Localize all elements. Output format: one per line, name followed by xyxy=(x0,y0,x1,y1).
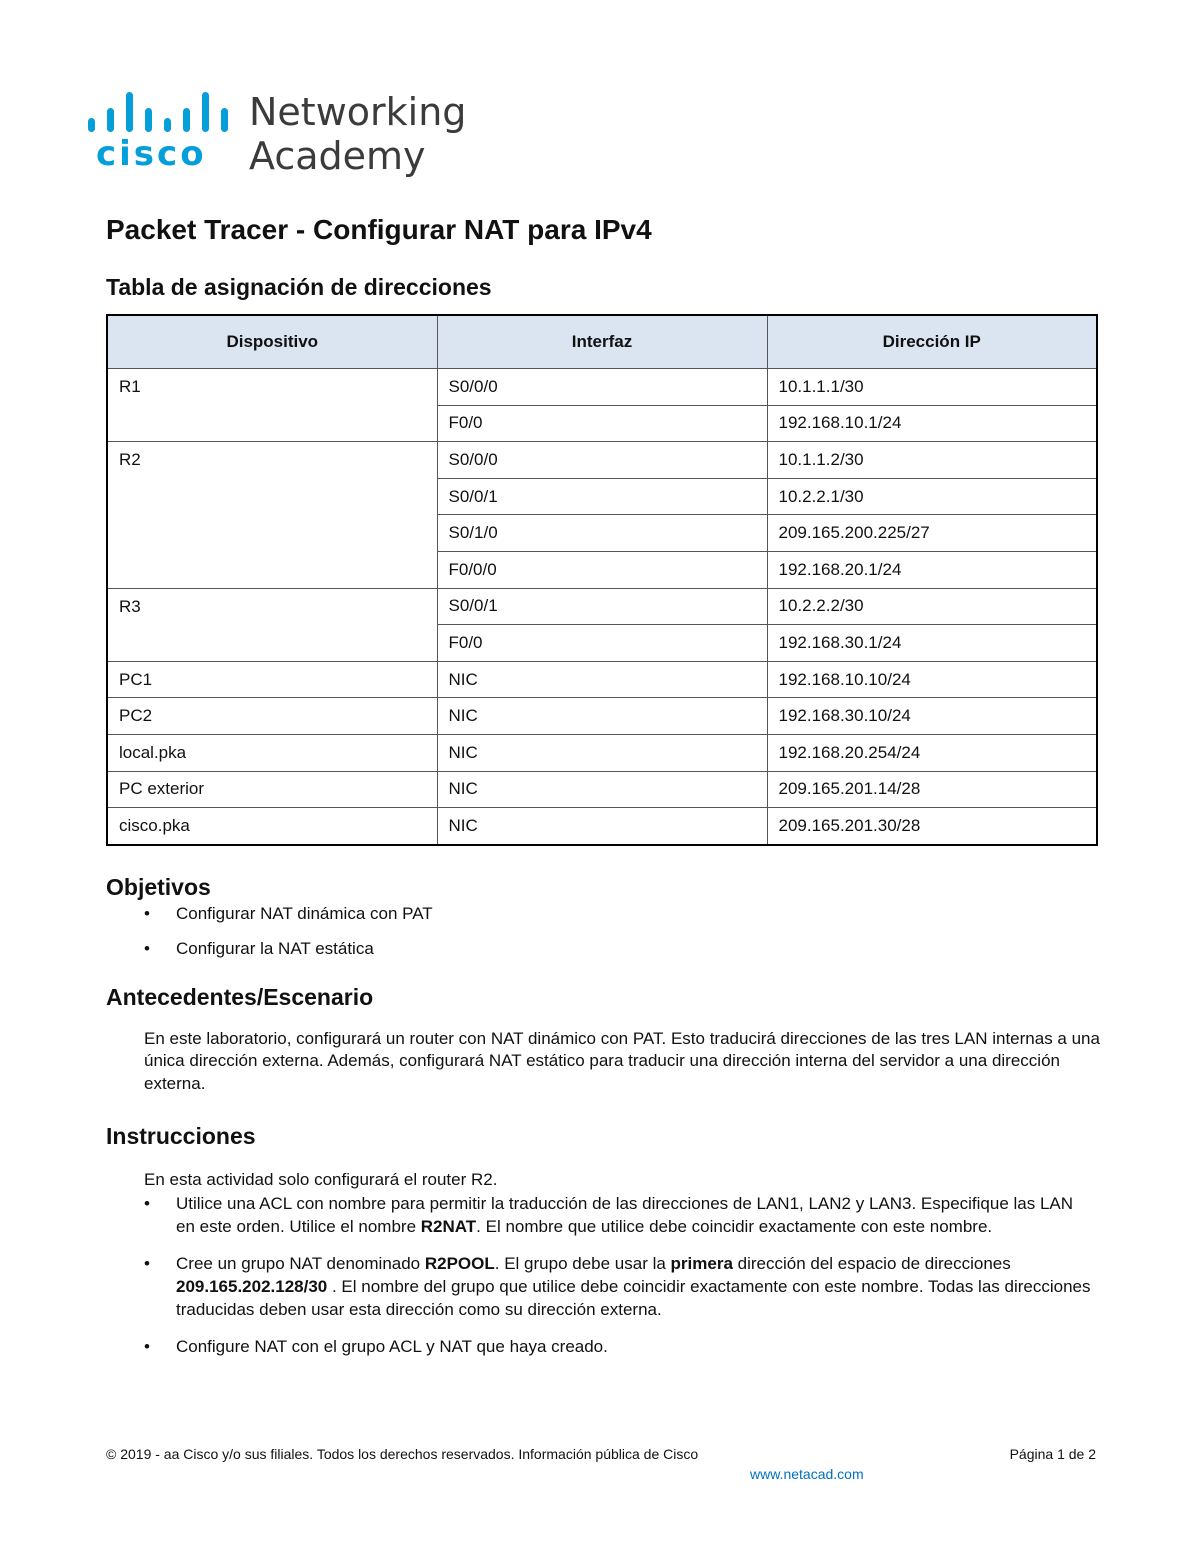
cell-device: cisco.pka xyxy=(107,808,437,845)
text-run: . El grupo debe usar la xyxy=(494,1253,671,1273)
cell-interface: NIC xyxy=(437,734,767,771)
cisco-networking-academy-logo xyxy=(84,90,484,180)
table-row xyxy=(107,442,1097,479)
cell-ip: 192.168.10.1/24 xyxy=(767,405,1097,442)
cell-ip: 10.2.2.1/30 xyxy=(767,478,1097,515)
table-row xyxy=(107,808,1097,845)
table-header-row xyxy=(107,315,1097,369)
emphasis-first: primera xyxy=(670,1253,733,1273)
table-row xyxy=(107,771,1097,808)
instructions-heading: Instrucciones xyxy=(106,1123,256,1150)
cell-interface: NIC xyxy=(437,661,767,698)
addressing-table-heading: Tabla de asignación de direcciones xyxy=(106,274,492,300)
cell-ip: 192.168.30.1/24 xyxy=(767,625,1097,662)
list-item xyxy=(106,1252,1096,1321)
table-row xyxy=(107,661,1097,698)
text-run: . El nombre del grupo que utilice debe coincidir exactamente con este nombre. Todas las direcciones traducidas deben usar esta dirección como su dirección externa. xyxy=(176,1276,1091,1319)
table-row xyxy=(107,588,1097,625)
cell-device: PC exterior xyxy=(107,771,437,808)
logo-academy: Academy xyxy=(249,134,426,178)
background-heading: Antecedentes/Escenario xyxy=(106,983,374,1010)
page-title: Packet Tracer - Configurar NAT para IPv4 xyxy=(106,214,652,245)
addressing-table xyxy=(106,314,1098,846)
cell-ip: 192.168.10.10/24 xyxy=(767,661,1097,698)
acl-name: R2NAT xyxy=(420,1216,477,1236)
cell-interface: NIC xyxy=(437,808,767,845)
cell-ip: 192.168.20.1/24 xyxy=(767,551,1097,588)
cell-ip: 192.168.30.10/24 xyxy=(767,698,1097,735)
text-run: dirección del espacio de direcciones xyxy=(732,1253,1011,1273)
header-interface: Interfaz xyxy=(437,315,767,369)
cell-device: R2 xyxy=(107,442,437,588)
cell-ip: 209.165.200.225/27 xyxy=(767,515,1097,552)
text-run: Cree un grupo NAT denominado xyxy=(176,1253,425,1273)
objectives-list xyxy=(106,902,1096,960)
cell-ip: 10.1.1.1/30 xyxy=(767,369,1097,406)
copyright-notice: © 2019 - aa Cisco y/o sus filiales. Todos los derechos reservados. Información pública de Cisco xyxy=(106,1446,699,1462)
cell-ip: 10.2.2.2/30 xyxy=(767,588,1097,625)
logo-networking: Networking xyxy=(249,90,467,134)
cell-device: local.pka xyxy=(107,734,437,771)
cell-ip: 209.165.201.30/28 xyxy=(767,808,1097,845)
cell-ip: 209.165.201.14/28 xyxy=(767,771,1097,808)
table-row xyxy=(107,698,1097,735)
table-row xyxy=(107,734,1097,771)
page-number: Página 1 de 2 xyxy=(1009,1446,1096,1462)
cisco-wordmark: cisco xyxy=(96,134,207,174)
cell-interface: S0/0/0 xyxy=(437,369,767,406)
objectives-heading: Objetivos xyxy=(106,873,211,900)
cell-ip: 192.168.20.254/24 xyxy=(767,734,1097,771)
cell-device: PC2 xyxy=(107,698,437,735)
text-run: . El nombre que utilice debe coincidir exactamente con este nombre. xyxy=(476,1216,993,1236)
cell-interface: S0/0/0 xyxy=(437,442,767,479)
list-item: • Configurar NAT dinámica con PAT xyxy=(106,902,1096,925)
cell-device: PC1 xyxy=(107,661,437,698)
list-item xyxy=(106,1192,1096,1238)
cell-interface: F0/0/0 xyxy=(437,551,767,588)
text-run: Utilice una ACL con nombre para permitir la traducción de las direcciones de LAN1, LAN2 y LAN3. Especifique las LAN en este orden. Utilice el nombre xyxy=(176,1193,1074,1236)
cell-interface: F0/0 xyxy=(437,625,767,662)
cell-interface: F0/0 xyxy=(437,405,767,442)
cell-device: R1 xyxy=(107,369,437,442)
cell-interface: NIC xyxy=(437,771,767,808)
netacad-link[interactable]: www.netacad.com xyxy=(750,1466,864,1482)
cell-ip: 10.1.1.2/30 xyxy=(767,442,1097,479)
instructions-intro: En esta actividad solo configurará el router R2. xyxy=(144,1170,498,1190)
pool-name: R2POOL xyxy=(424,1253,495,1273)
list-item: • Configurar la NAT estática xyxy=(106,937,1096,960)
cell-interface: NIC xyxy=(437,698,767,735)
table-row xyxy=(107,369,1097,406)
list-item: • Configure NAT con el grupo ACL y NAT que haya creado. xyxy=(106,1335,1096,1358)
cisco-bars-icon xyxy=(88,90,238,132)
cell-interface: S0/1/0 xyxy=(437,515,767,552)
pool-address: 209.165.202.128/30 xyxy=(176,1276,328,1296)
instructions-list xyxy=(106,1192,1096,1358)
background-paragraph: En este laboratorio, configurará un router con NAT dinámico con PAT. Esto traducirá direcciones de las tres LAN internas a una única dirección externa. Además, configurará NAT estático para traducir una dirección interna del servidor a una dirección externa. xyxy=(144,1028,1100,1093)
cell-device: R3 xyxy=(107,588,437,661)
cell-interface: S0/0/1 xyxy=(437,588,767,625)
cell-interface: S0/0/1 xyxy=(437,478,767,515)
header-ip: Dirección IP xyxy=(767,315,1097,369)
document-body xyxy=(106,210,1100,1372)
header-device: Dispositivo xyxy=(107,315,437,369)
